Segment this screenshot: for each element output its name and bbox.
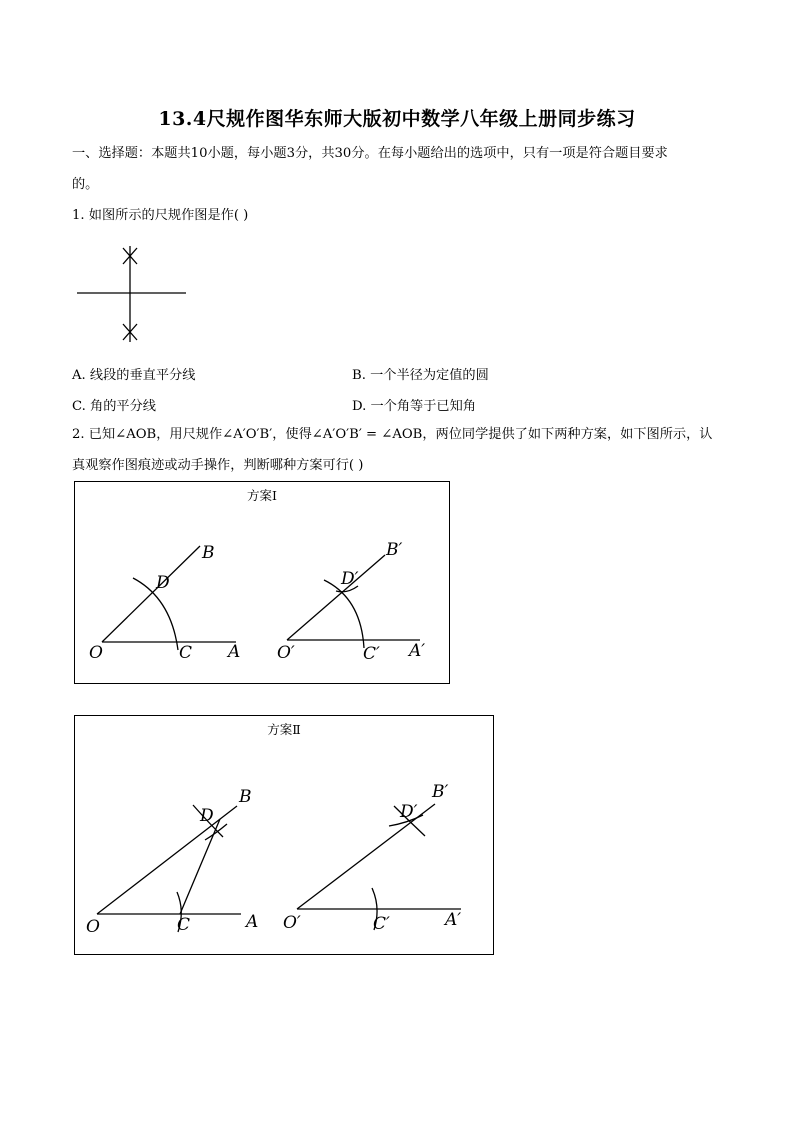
- plan-2-ray-ob: [97, 806, 237, 914]
- q1-option-c: C. 角的平分线: [72, 399, 156, 414]
- plan-1-box: [74, 481, 450, 684]
- plan-2-label-d: D: [200, 806, 214, 826]
- page-title: 13.4尺规作图华东师大版初中数学八年级上册同步练习: [158, 108, 636, 130]
- q1-construction-figure: [70, 240, 195, 350]
- plan-1-label-d2: D′: [341, 569, 359, 589]
- plan-2-label-a2: A′: [445, 910, 462, 930]
- plan-2-label-o2: O′: [283, 913, 301, 933]
- plan-2-label-c: C: [177, 915, 191, 935]
- question-2-stem: 2. 已知∠AOB，用尺规作∠A′O′B′，使得∠A′O′B′ = ∠AOB，两位同学提供了如下两种方案，如下图所示，认: [72, 427, 713, 442]
- question-1-stem: 1. 如图所示的尺规作图是作( ): [72, 208, 249, 223]
- plan-1-label-a: A: [228, 642, 241, 662]
- plan-1-label-c: C: [179, 643, 193, 663]
- plan-2-label-d2: D′: [400, 802, 418, 822]
- plan-2-label-o: O: [86, 917, 100, 937]
- plan-2-segment-cd: [180, 819, 220, 914]
- plan-1-ray-o2b2: [287, 555, 385, 640]
- plan-2-arc-d-2: [205, 824, 227, 840]
- plan-1-label-c2: C′: [363, 644, 380, 664]
- plan-1-figure: [75, 482, 449, 683]
- plan-2-box: [74, 715, 494, 955]
- plan-2-figure: [75, 716, 493, 954]
- plan-1-label-d: D: [156, 573, 170, 593]
- plan-1-title: 方案Ⅰ: [247, 488, 277, 503]
- question-2-stem-cont: 真观察作图痕迹或动手操作，判断哪种方案可行( ): [72, 458, 364, 473]
- q1-option-a: A. 线段的垂直平分线: [72, 368, 196, 383]
- plan-1-label-b2: B′: [386, 540, 403, 560]
- plan-1-label-a2: A′: [409, 641, 426, 661]
- plan-1-label-b: B: [202, 543, 215, 563]
- plan-2-label-b2: B′: [432, 782, 449, 802]
- q1-option-d: D. 一个角等于已知角: [352, 399, 476, 414]
- section-header: 一、选择题：本题共10小题，每小题3分，共30分。在每小题给出的选项中，只有一项是符合题目要求: [72, 146, 668, 161]
- plan-2-label-c2: C′: [373, 914, 390, 934]
- plan-1-label-o: O: [89, 643, 103, 663]
- plan-1-label-o2: O′: [277, 643, 295, 663]
- plan-2-label-b: B: [239, 787, 252, 807]
- plan-1-ray-ob: [102, 546, 200, 642]
- section-header-cont: 的。: [72, 177, 99, 192]
- plan-2-label-a: A: [246, 912, 259, 932]
- plan-2-title: 方案Ⅱ: [267, 722, 301, 737]
- q1-option-b: B. 一个半径为定值的圆: [352, 368, 489, 383]
